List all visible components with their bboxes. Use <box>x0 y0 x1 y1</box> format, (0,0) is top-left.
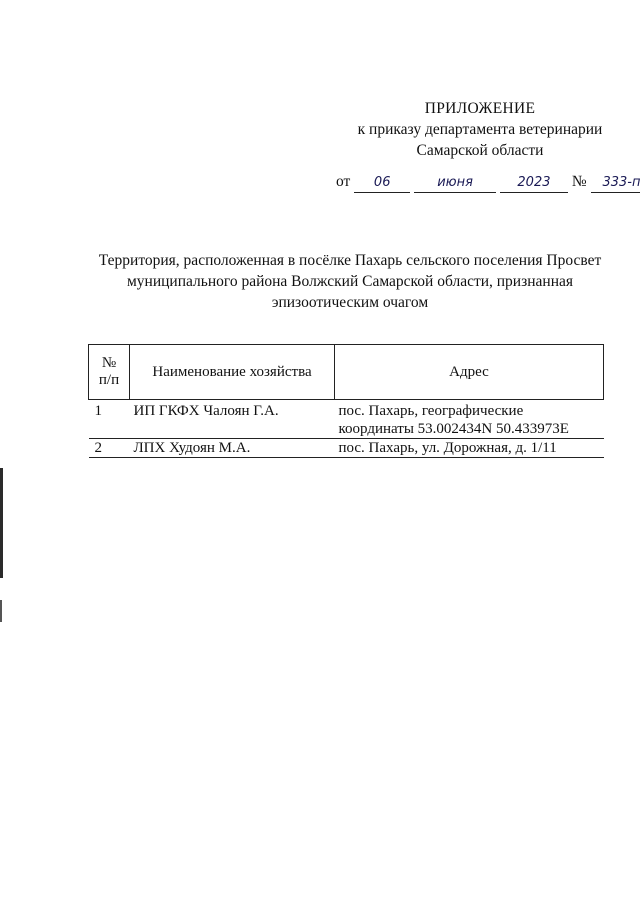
heading-line-2: муниципального района Волжский Самарской области, признанная <box>126 273 574 290</box>
order-month-handwritten: июня <box>414 174 496 193</box>
appendix-header <box>330 98 630 161</box>
appendix-line-2: Самарской области <box>416 142 544 159</box>
scan-edge-mark <box>0 600 2 622</box>
appendix-line-1: к приказу департамента ветеринарии <box>357 121 603 138</box>
row-address <box>335 400 604 439</box>
heading-line-3: эпизоотическим очагом <box>271 294 429 311</box>
header-num <box>89 345 130 400</box>
header-num-line-1: № <box>101 355 117 371</box>
row-address-line-1: пос. Пахарь, ул. Дорожная, д. 1/11 <box>338 440 557 456</box>
header-address: Адрес <box>335 345 604 400</box>
row-num: 2 <box>89 439 130 458</box>
row-address-line-2: координаты 53.002434N 50.433973E <box>338 421 569 437</box>
document-heading <box>70 250 630 313</box>
order-reference <box>336 173 640 193</box>
appendix-title: ПРИЛОЖЕНИЕ <box>424 100 536 117</box>
row-address-line-1: пос. Пахарь, географические <box>338 403 524 419</box>
order-from-label: от <box>336 173 351 190</box>
order-number-handwritten: 333-п <box>591 174 640 193</box>
heading-line-1: Территория, расположенная в посёлке Пахарь сельского поселения Просвет <box>98 252 602 269</box>
row-name: ИП ГКФХ Чалоян Г.А. <box>130 400 335 439</box>
scan-edge-mark <box>0 468 3 578</box>
header-num-line-2: п/п <box>98 372 120 388</box>
order-day-handwritten: 06 <box>354 174 410 193</box>
table-header-row <box>89 345 604 400</box>
order-year-handwritten: 2023 <box>500 174 568 193</box>
row-num: 1 <box>89 400 130 439</box>
row-address <box>335 439 604 458</box>
table-row <box>89 400 604 439</box>
order-number-label: № <box>571 173 587 190</box>
table-row <box>89 439 604 458</box>
households-table <box>88 344 604 458</box>
header-name: Наименование хозяйства <box>130 345 335 400</box>
row-name: ЛПХ Худоян М.А. <box>130 439 335 458</box>
